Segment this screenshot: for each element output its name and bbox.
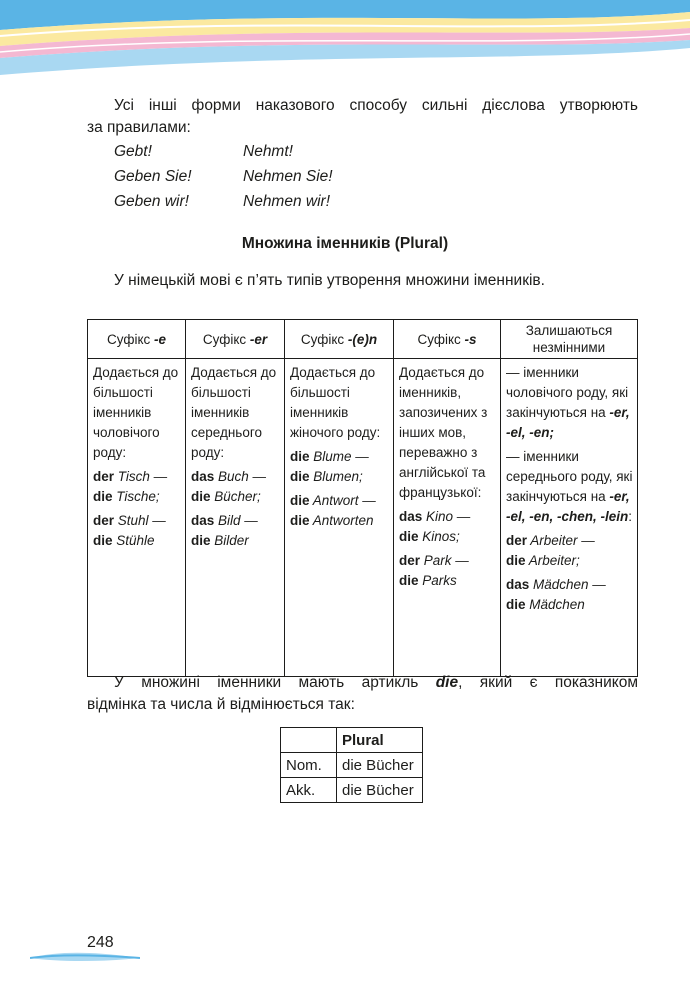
cell-unchanged: — іменники чоловічого роду, які закінчуються на -er, -el, -en; — іменники середнього роду, які закінчуються на -er, -el, -en, -chen, -lein: der Arbeiter — die Arbeiter; das Mädchen — die Mädchen (501, 359, 638, 677)
header-wave-banner (0, 0, 690, 80)
footer-wave (30, 948, 140, 968)
case-label: Nom. (281, 753, 337, 778)
case-form: die Bücher (337, 753, 423, 778)
cell-suffix-s: Додається до іменників, запозичених з інших мов, переважно з англійської та французької: das Kino — die Kinos; der Park — die Parks (394, 359, 501, 677)
intro-line-1: Усі інші форми наказового способу сильні дієслова утворюють (114, 97, 638, 114)
intro-line-2: за правилами: (87, 119, 191, 136)
page-number: 248 (87, 934, 114, 951)
example-left: Gebt! (114, 143, 152, 160)
types-sentence: У німецькій мові є п’ять типів утворення множини іменників. (114, 272, 545, 289)
header-suffix-e: Суфікс -e (88, 320, 186, 359)
example-right: Nehmt! (243, 143, 293, 160)
header-suffix-s: Суфікс -s (394, 320, 501, 359)
bottom-line-1: У множині іменники мають артикль die, який є показником (114, 674, 639, 691)
plural-header: Plural (337, 728, 423, 753)
example-right: Nehmen Sie! (243, 168, 333, 185)
section-heading: Множина іменників (Plural) (241, 235, 449, 252)
plural-table (280, 727, 423, 803)
suffix-table (87, 319, 638, 677)
header-suffix-en: Суфікс -(e)n (285, 320, 394, 359)
plural-corner-cell (281, 728, 337, 753)
example-right: Nehmen wir! (243, 193, 330, 210)
case-label: Akk. (281, 778, 337, 803)
example-left: Geben wir! (114, 193, 189, 210)
cell-suffix-e: Додається до більшості іменників чоловічого роду: der Tisch — die Tische; der Stuhl — die Stühle (88, 359, 186, 677)
example-left: Geben Sie! (114, 168, 192, 185)
case-form: die Bücher (337, 778, 423, 803)
cell-suffix-er: Додається до більшості іменників середнього роду: das Buch — die Bücher; das Bild — die Bilder (186, 359, 285, 677)
cell-suffix-en: Додається до більшості іменників жіночого роду: die Blume — die Blumen; die Antwort — die Antworten (285, 359, 394, 677)
header-unchanged: Залишаються незмінними (501, 320, 638, 359)
bottom-line-2: відмінка та числа й відмінюється так: (87, 696, 355, 713)
header-suffix-er: Суфікс -er (186, 320, 285, 359)
